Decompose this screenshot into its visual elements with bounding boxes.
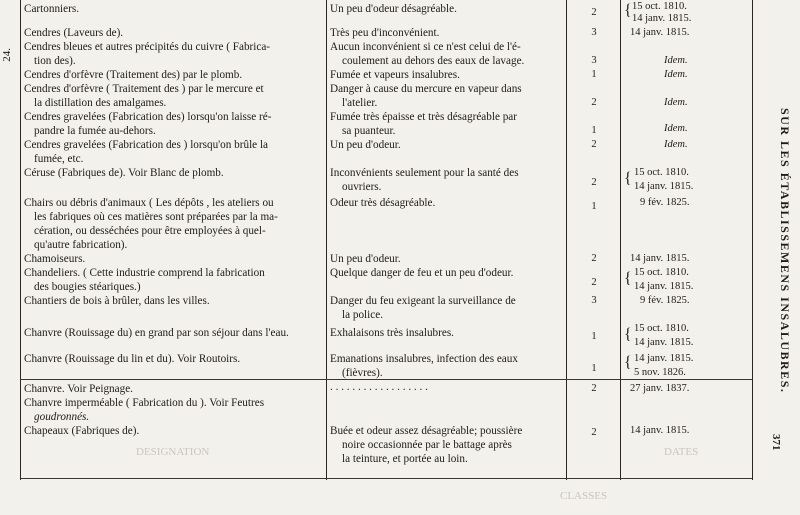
row-name: pandre la fumée au-dehors. [34, 125, 156, 137]
row-name: Chairs ou débris d'animaux ( Les dépôts , les ateliers ou [24, 197, 274, 209]
column-rule [566, 0, 567, 480]
running-head: SUR LES ÉTABLISSEMENS INSALUBRES. [778, 108, 792, 394]
row-name: Chamoiseurs. [24, 253, 86, 265]
row-date: Idem. [664, 123, 688, 134]
row-date: 9 fév. 1825. [640, 295, 690, 306]
brace: { [624, 2, 632, 19]
row-name: Cartonniers. [24, 3, 79, 15]
row-date: 9 fév. 1825. [640, 197, 690, 208]
row-class: 3 [591, 27, 597, 38]
bleed-through-text: DATES [664, 446, 699, 458]
row-name: fumée, etc. [34, 153, 84, 165]
bleed-through-text: DESIGNATION [136, 446, 210, 458]
row-inconvenience: Quelque danger de feu et un peu d'odeur. [330, 267, 514, 279]
row-class: 2 [591, 139, 597, 150]
bleed-through-text: CLASSES [560, 490, 608, 502]
row-name: des bougies stéariques.) [34, 281, 141, 293]
row-name: Chanvre (Rouissage du lin et du). Voir Routoirs. [24, 353, 241, 365]
row-date: 14 janv. 1815. [630, 425, 690, 436]
row-date: 14 janv. 1815. [632, 13, 692, 24]
row-class: 2 [591, 253, 597, 264]
row-name: Céruse (Fabriques de). Voir Blanc de plomb. [24, 167, 224, 179]
row-name: Chapeaux (Fabriques de). [24, 425, 140, 437]
brace: { [624, 326, 632, 343]
row-name: Cendres (Laveurs de). [24, 27, 124, 39]
row-inconvenience: Buée et odeur assez désagréable; poussière [330, 425, 523, 437]
column-rule [620, 0, 621, 480]
row-inconvenience: coulement au dehors des eaux de lavage. [342, 55, 525, 67]
row-date: Idem. [664, 69, 688, 80]
row-class: 3 [591, 295, 597, 306]
row-date: 14 janv. 1815. [630, 253, 690, 264]
row-date: 14 janv. 1815. [634, 181, 694, 192]
row-name: la distillation des amalgames. [34, 97, 167, 109]
row-name: Cendres gravelées (Fabrication des ) lorsqu'on brûle la [24, 139, 269, 151]
row-name: les fabriques où ces matières sont préparées par la ma- [34, 211, 278, 223]
row-name: Cendres bleues et autres précipités du cuivre ( Fabrica- [24, 41, 271, 53]
row-class: 2 [591, 177, 597, 188]
row-class: 1 [591, 331, 597, 342]
row-inconvenience: Inconvénients seulement pour la santé des [330, 167, 519, 179]
row-class: 1 [591, 125, 597, 136]
row-inconvenience: sa puanteur. [342, 125, 396, 137]
row-date: 15 oct. 1810. [634, 267, 689, 278]
row-inconvenience: Danger à cause du mercure en vapeur dans [330, 83, 522, 95]
row-inconvenience: la teinture, et portée au loin. [342, 453, 468, 465]
row-name: Cendres gravelées (Fabrication des) lorsqu'on laisse ré- [24, 111, 272, 123]
row-date: Idem. [664, 97, 688, 108]
row-date: Idem. [664, 55, 688, 66]
row-name: Chanvre (Rouissage du) en grand par son séjour dans l'eau. [24, 327, 289, 339]
row-name: Chanvre. Voir Peignage. [24, 383, 133, 395]
row-name: Chantiers de bois à brûler, dans les villes. [24, 295, 210, 307]
row-name: Chandeliers. ( Cette industrie comprend la fabrication [24, 267, 265, 279]
row-class: 2 [591, 277, 597, 288]
row-class: 2 [591, 383, 597, 394]
row-inconvenience: Un peu d'odeur. [330, 139, 401, 151]
row-name: cération, ou desséchées pour être employées à quel- [34, 225, 266, 237]
row-inconvenience: l'atelier. [342, 97, 378, 109]
row-date: 5 nov. 1826. [634, 367, 686, 378]
row-class: 1 [591, 201, 597, 212]
column-rule [20, 0, 21, 480]
row-inconvenience: Un peu d'odeur désagréable. [330, 3, 457, 15]
row-date: 15 oct. 1810. [632, 1, 687, 12]
row-rule [20, 478, 752, 479]
row-class: 1 [591, 69, 597, 80]
row-inconvenience: noire occasionnée par le battage après [342, 439, 512, 451]
row-inconvenience: Un peu d'odeur. [330, 253, 401, 265]
row-date: 14 janv. 1815. [634, 337, 694, 348]
row-inconvenience: . . . . . . . . . . . . . . . . . . [330, 381, 428, 393]
row-class: 2 [591, 427, 597, 438]
row-date: 14 janv. 1815. [630, 27, 690, 38]
row-inconvenience: Exhalaisons très insalubres. [330, 327, 454, 339]
row-inconvenience: Danger du feu exigeant la surveillance de [330, 295, 516, 307]
row-inconvenience: Emanations insalubres, infection des eaux [330, 353, 518, 365]
row-inconvenience: (fièvres). [342, 367, 383, 379]
row-inconvenience: Fumée très épaisse et très désagréable par [330, 111, 517, 123]
row-inconvenience: la police. [342, 309, 384, 321]
row-class: 3 [591, 55, 597, 66]
row-date: 15 oct. 1810. [634, 167, 689, 178]
page-number-right: 371 [770, 434, 782, 451]
row-date: 14 janv. 1815. [634, 281, 694, 292]
row-name: Chanvre imperméable ( Fabrication du ). Voir Feutres [24, 397, 265, 409]
row-class: 1 [591, 363, 597, 374]
row-name: Cendres d'orfèvre (Traitement des) par le plomb. [24, 69, 243, 81]
row-class: 2 [591, 97, 597, 108]
brace: { [624, 170, 632, 187]
row-date: 15 oct. 1810. [634, 323, 689, 334]
row-inconvenience: Très peu d'inconvénient. [330, 27, 440, 39]
row-inconvenience: Fumée et vapeurs insalubres. [330, 69, 460, 81]
row-inconvenience: Aucun inconvénient si ce n'est celui de l'é- [330, 41, 521, 53]
row-class: 2 [591, 7, 597, 18]
row-name: tion des). [34, 55, 76, 67]
row-name: goudronnés. [34, 411, 90, 423]
row-name: qu'autre fabrication). [34, 239, 128, 251]
row-inconvenience: Odeur très désagréable. [330, 197, 436, 209]
row-inconvenience: ouvriers. [342, 181, 382, 193]
row-date: 27 janv. 1837. [630, 383, 690, 394]
page-number-left: 24. [1, 48, 13, 62]
row-date: 14 janv. 1815. [634, 353, 694, 364]
brace: { [624, 270, 632, 287]
row-name: Cendres d'orfèvre ( Traitement des ) par le mercure et [24, 83, 264, 95]
brace: { [624, 354, 632, 371]
row-date: Idem. [664, 139, 688, 150]
